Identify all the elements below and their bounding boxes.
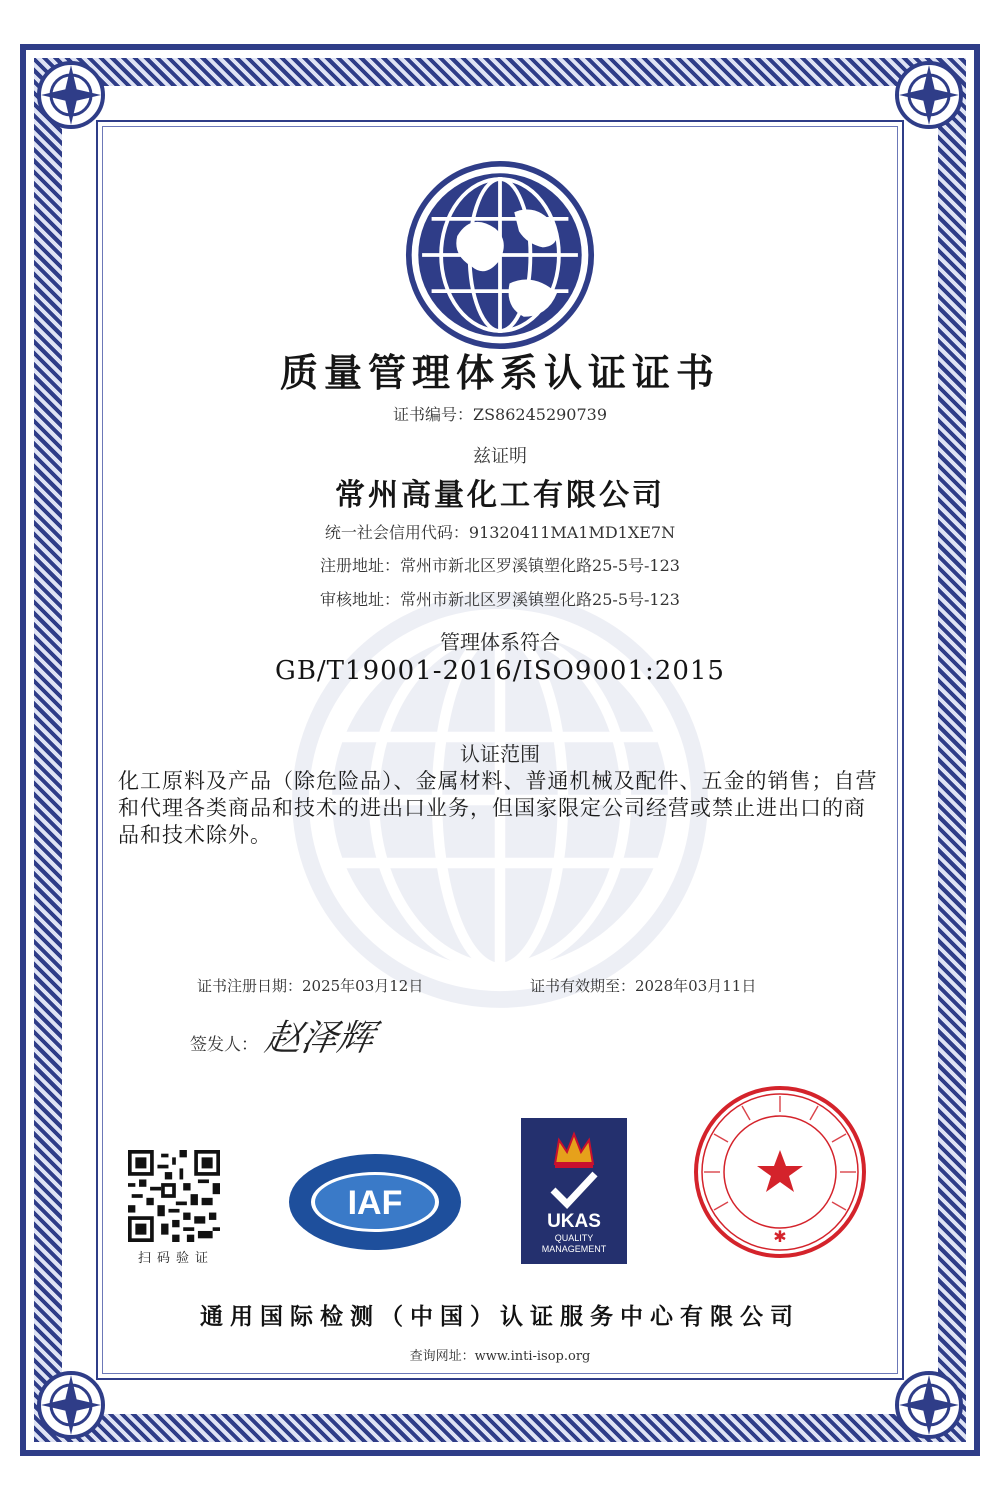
credit-code: 统一社会信用代码：91320411MA1MD1XE7N: [324, 523, 676, 542]
hereby-certify-label: 兹证明: [473, 446, 527, 467]
conformity-label: 管理体系符合: [440, 630, 560, 654]
corner-ornament-top-left: [26, 50, 116, 140]
ukas-logo: [521, 1118, 627, 1264]
iaf-logo-icon: [285, 1150, 465, 1255]
signature: 赵泽辉: [261, 1018, 378, 1059]
certificate-title: 质量管理体系认证证书: [279, 350, 720, 395]
globe-logo-icon: [405, 160, 595, 350]
crown-icon: [551, 1130, 597, 1170]
ukas-title: UKAS: [547, 1211, 601, 1232]
scope-text: 化工原料及产品（除危险品）、金属材料、普通机械及配件、五金的销售；自营和代理各类商品和技术的进出口业务，但国家限定公司经营或禁止进出口的商品和技术除外。: [118, 769, 878, 847]
certificate-number: 证书编号：ZS86245290739: [392, 405, 608, 424]
checkmark-icon: [549, 1170, 599, 1210]
standard-code: GB/T19001-2016/ISO9001:2015: [275, 656, 725, 686]
qr-code-icon[interactable]: [128, 1150, 220, 1242]
scope-label: 认证范围: [460, 742, 540, 766]
audit-address: 审核地址：常州市新北区罗溪镇塑化路25-5号-123: [320, 590, 680, 609]
corner-ornament-top-right: [884, 50, 974, 140]
corner-ornament-bottom-right: [884, 1360, 974, 1450]
ukas-line3: MANAGEMENT: [541, 1244, 607, 1254]
registration-date: 证书注册日期：2025年03月12日: [197, 977, 424, 995]
verification-website[interactable]: 查询网址：www.inti-isop.org: [409, 1349, 591, 1364]
ukas-line2: QUALITY: [554, 1233, 594, 1243]
corner-ornament-bottom-left: [26, 1360, 116, 1450]
iaf-logo-text: IAF: [347, 1184, 403, 1222]
svg-text:✱: ✱: [773, 1227, 787, 1246]
expiry-date: 证书有效期至：2028年03月11日: [530, 977, 757, 995]
registered-address: 注册地址：常州市新北区罗溪镇塑化路25-5号-123: [320, 556, 680, 575]
issuer-name: 通用国际检测（中国）认证服务中心有限公司: [200, 1303, 800, 1330]
official-seal-stamp: [690, 1082, 870, 1262]
signer-label: 签发人：: [190, 1035, 258, 1055]
qr-verify-label: 扫码验证: [137, 1251, 214, 1266]
company-name: 常州高量化工有限公司: [335, 478, 665, 513]
